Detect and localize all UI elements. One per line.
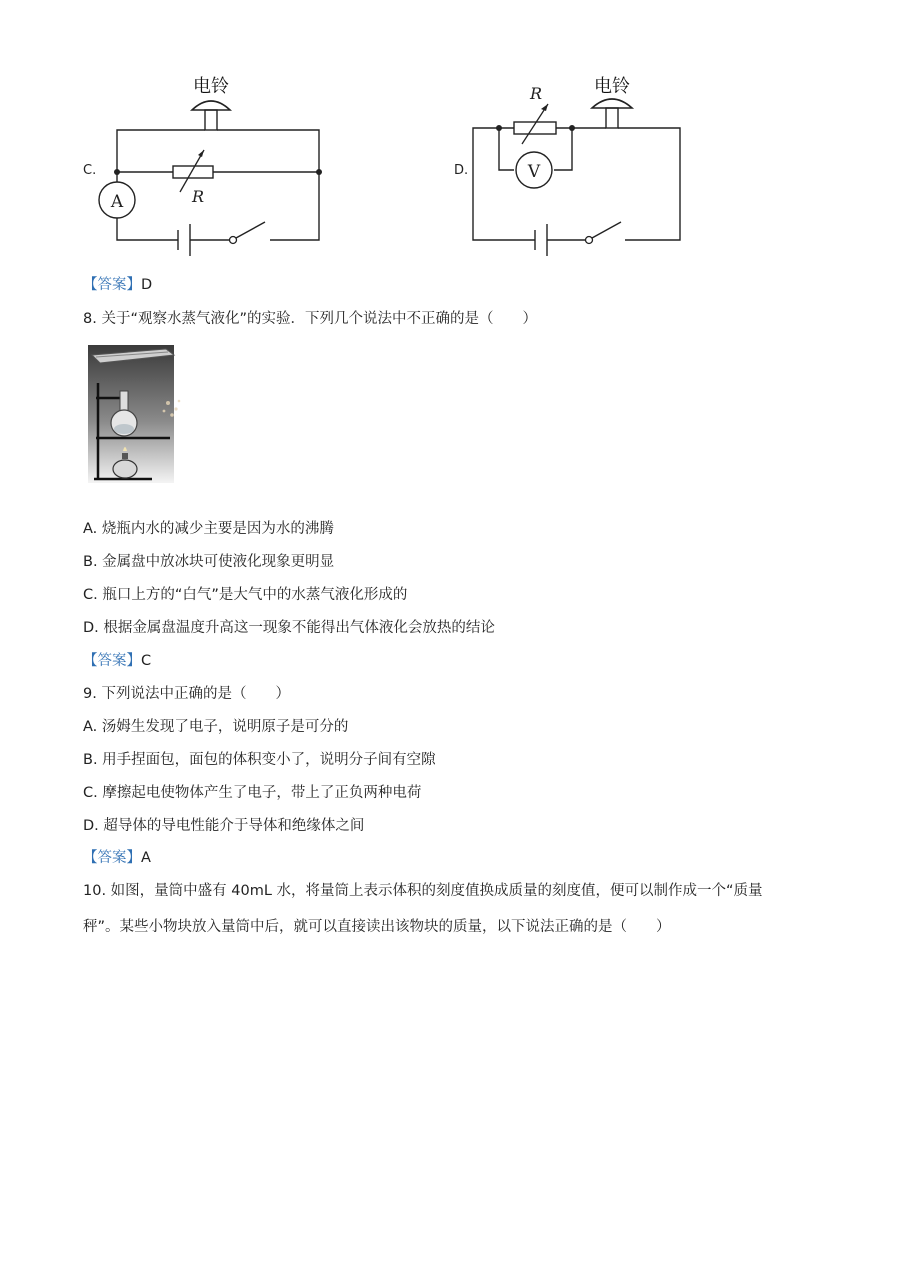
circuit-diagram-c (80, 70, 340, 260)
q8-option-b: B. 金属盘中放冰块可使液化现象更明显 (83, 554, 335, 570)
option-d-label: D. (454, 163, 469, 178)
q9-option-c: C. 摩擦起电使物体产生了电子，带上了正负两种电荷 (83, 785, 422, 801)
electric-bell-icon (592, 99, 632, 128)
q8-answer (83, 651, 151, 671)
answer-bracket: 【答案】 (83, 277, 141, 293)
electric-bell-icon (192, 101, 230, 130)
resistor-label: R (192, 187, 205, 206)
q8-option-a: A. 烧瓶内水的减少主要是因为水的沸腾 (83, 521, 334, 537)
answer-bracket: 【答案】 (83, 653, 141, 669)
q9-option-a: A. 汤姆生发现了电子，说明原子是可分的 (83, 719, 349, 735)
switch-icon (586, 222, 622, 244)
circuit-diagram-d (450, 70, 710, 260)
q9-stem: 9. 下列说法中正确的是（ ） (83, 686, 290, 702)
q8-option-d: D. 根据金属盘温度升高这一现象不能得出气体液化会放热的结论 (83, 620, 495, 636)
q8-stem: 8. 关于“观察水蒸气液化”的实验．下列几个说法中不正确的是（ ） (83, 311, 537, 327)
battery-icon (535, 224, 547, 256)
rheostat-icon (173, 150, 213, 192)
bell-label: 电铃 (193, 76, 229, 97)
q8-option-c: C. 瓶口上方的“白气”是大气中的水蒸气液化形成的 (83, 587, 408, 603)
answer-bracket: 【答案】 (83, 850, 141, 866)
answer-value: C (141, 653, 152, 669)
option-c-label: C. (83, 163, 97, 178)
experiment-photo (86, 343, 186, 485)
q9-answer (83, 848, 151, 868)
q7-answer (83, 275, 152, 295)
voltmeter-label: V (527, 162, 541, 182)
q10-stem-line-2: 秤”。某些小物块放入量筒中后，就可以直接读出该物块的质量，以下说法正确的是（ ） (83, 919, 671, 935)
ammeter-label: A (110, 192, 124, 212)
answer-value: D (141, 277, 153, 293)
circuit-c-wires (117, 130, 319, 240)
switch-icon (230, 222, 266, 244)
bell-label: 电铃 (594, 76, 630, 97)
q9-option-b: B. 用手捏面包，面包的体积变小了，说明分子间有空隙 (83, 752, 436, 768)
rheostat-icon (514, 104, 556, 144)
q10-stem-line-1: 10. 如图，量筒中盛有 40mL 水，将量筒上表示体积的刻度值换成质量的刻度值，便可以制作成一个“质量 (83, 883, 763, 899)
resistor-label: R (530, 84, 543, 103)
circuit-d-wires (473, 128, 680, 240)
q9-option-d: D. 超导体的导电性能介于导体和绝缘体之间 (83, 818, 365, 834)
battery-icon (178, 224, 190, 256)
answer-value: A (141, 850, 151, 866)
